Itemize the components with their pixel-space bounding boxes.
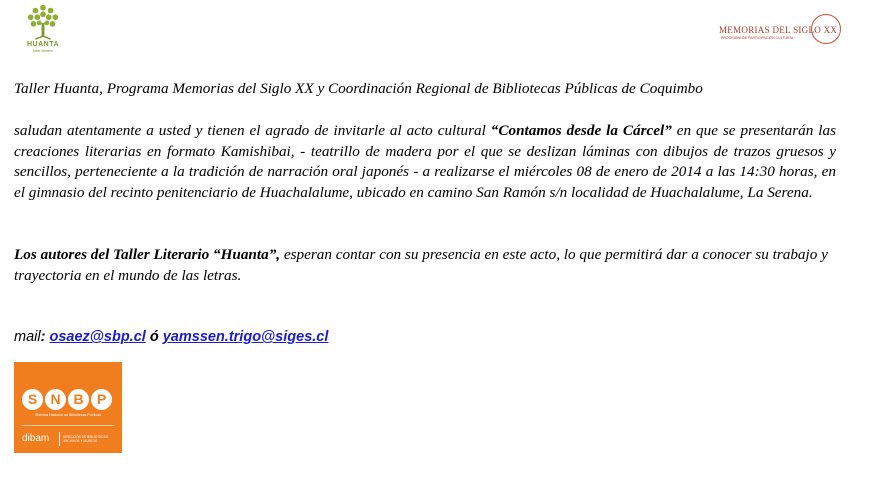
snbp-divider [22, 425, 114, 426]
invitation-intro: Taller Huanta, Programa Memorias del Siglo XX y Coordinación Regional de Bibliotecas Públicas de Coquimbo [14, 80, 703, 97]
snbp-letter-p: P [91, 389, 112, 410]
invitation-closing [14, 245, 836, 286]
snbp-letter-s: S [22, 389, 43, 410]
closing-text: esperan contar con su presencia en este acto, lo que permitirá dar a conocer su trabajo y trayectoria en el mundo de las letras. [14, 246, 828, 284]
huanta-logo-subtitle: taller literario [32, 49, 54, 53]
dibam-label: dibam [22, 433, 50, 444]
mail-label: mail [14, 329, 41, 345]
email-link-osaez[interactable]: osaez@sbp.cl [49, 329, 146, 345]
event-name: “Contamos desde la Cárcel” [490, 122, 672, 139]
snbp-letter-n: N [45, 389, 66, 410]
tree-icon [24, 2, 62, 40]
huanta-logo-name: HUANTA [26, 41, 60, 48]
email-conjunction: ó [149, 329, 159, 345]
invitation-body-part1: saludan atentamente a usted y tienen el agrado de invitarle al acto cultural [14, 122, 491, 139]
mail-separator: : [40, 329, 46, 345]
dibam-subtitle: DIRECCIÓN DE BIBLIOTECAS, ARCHIVOS Y MUSEOS [63, 435, 109, 443]
memorias-logo-tagline: PROGRAMA DE PARTICIPACIÓN CULTURAL [721, 36, 794, 40]
snbp-letters [22, 389, 112, 410]
authors-label: Los autores del Taller Literario “Huanta”, [14, 246, 281, 263]
huanta-logo [16, 2, 70, 60]
invitation-body [14, 121, 836, 203]
memorias-logo-title: MEMORIAS DEL SIGLO XX [719, 25, 838, 35]
dibam-separator [59, 432, 60, 446]
snbp-letter-b: B [68, 389, 89, 410]
contact-line [14, 329, 328, 345]
snbp-caption: Sistema Nacional de Bibliotecas Públicas [35, 413, 101, 417]
email-link-yamssen[interactable]: yamssen.trigo@siges.cl [162, 329, 329, 345]
memorias-logo [717, 14, 841, 48]
snbp-logo [14, 362, 122, 453]
invitation-body-part2: en que se presentarán las creaciones literarias en formato Kamishibai, - teatrillo de madera por el que se deslizan láminas con dibujos de trazos gruesos y sencillos, perteneciente a la tradición de narración oral japonés - a realizarse el miércoles 08 de enero de 2014 a las 14:30 horas, en el gimnasio del recinto penitenciario de Huachalalume, ubicado en camino San Ramón s/n localidad de Huachalalume, La Serena. [14, 122, 836, 201]
